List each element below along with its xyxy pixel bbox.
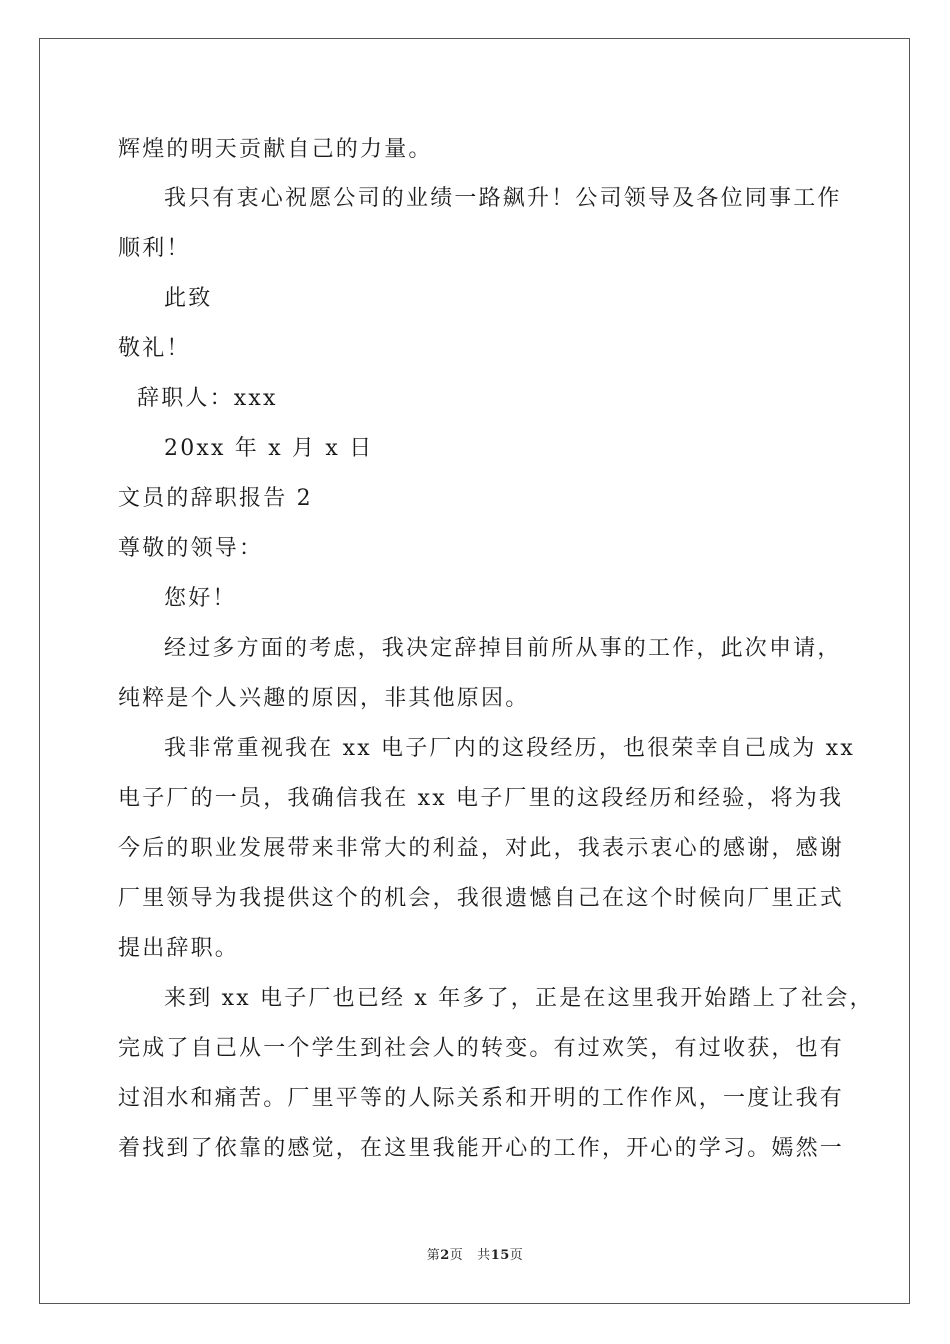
text-line: 经过多方面的考虑，我决定辞掉目前所从事的工作，此次申请， xyxy=(164,636,842,661)
text-line: 辉煌的明天贡献自己的力量。 xyxy=(118,137,433,162)
text-line: 来到 xx 电子厂也已经 x 年多了，正是在这里我开始踏上了社会， xyxy=(164,986,874,1011)
text-line: 此致 xyxy=(164,286,213,311)
footer-total-number: 15 xyxy=(490,1248,510,1263)
footer-total-suffix: 页 xyxy=(509,1248,524,1263)
page-border xyxy=(39,38,910,1304)
footer-page-number: 2 xyxy=(440,1248,450,1263)
footer-page-prefix: 第 xyxy=(426,1248,441,1263)
text-line: 着找到了依靠的感觉，在这里我能开心的工作，开心的学习。嫣然一 xyxy=(118,1136,845,1161)
text-line: 敬礼！ xyxy=(118,336,191,361)
footer-total-prefix: 共 xyxy=(477,1248,491,1263)
text-line: 顺利！ xyxy=(118,236,191,261)
salutation: 尊敬的领导： xyxy=(118,536,264,561)
footer-page-suffix: 页 xyxy=(449,1248,464,1263)
greeting: 您好！ xyxy=(164,586,237,611)
text-line: 我只有衷心祝愿公司的业绩一路飙升！公司领导及各位同事工作 xyxy=(164,186,842,211)
text-line: 纯粹是个人兴趣的原因，非其他原因。 xyxy=(118,686,530,711)
page-footer xyxy=(0,1244,950,1263)
date-line: 20xx 年 x 月 x 日 xyxy=(164,436,374,461)
text-line: 厂里领导为我提供这个的机会，我很遗憾自己在这个时候向厂里正式 xyxy=(118,886,845,911)
signature-line: 辞职人：xxx xyxy=(137,386,278,411)
text-line: 我非常重视我在 xx 电子厂内的这段经历，也很荣幸自己成为 xx xyxy=(164,736,856,761)
text-line: 电子厂的一员，我确信我在 xx 电子厂里的这段经历和经验，将为我 xyxy=(118,786,844,811)
text-line: 提出辞职。 xyxy=(118,936,240,961)
text-line: 完成了自己从一个学生到社会人的转变。有过欢笑，有过收获，也有 xyxy=(118,1036,845,1061)
section-title: 文员的辞职报告 2 xyxy=(118,486,313,511)
text-line: 过泪水和痛苦。厂里平等的人际关系和开明的工作作风，一度让我有 xyxy=(118,1086,845,1111)
text-line: 今后的职业发展带来非常大的利益，对此，我表示衷心的感谢，感谢 xyxy=(118,836,845,861)
